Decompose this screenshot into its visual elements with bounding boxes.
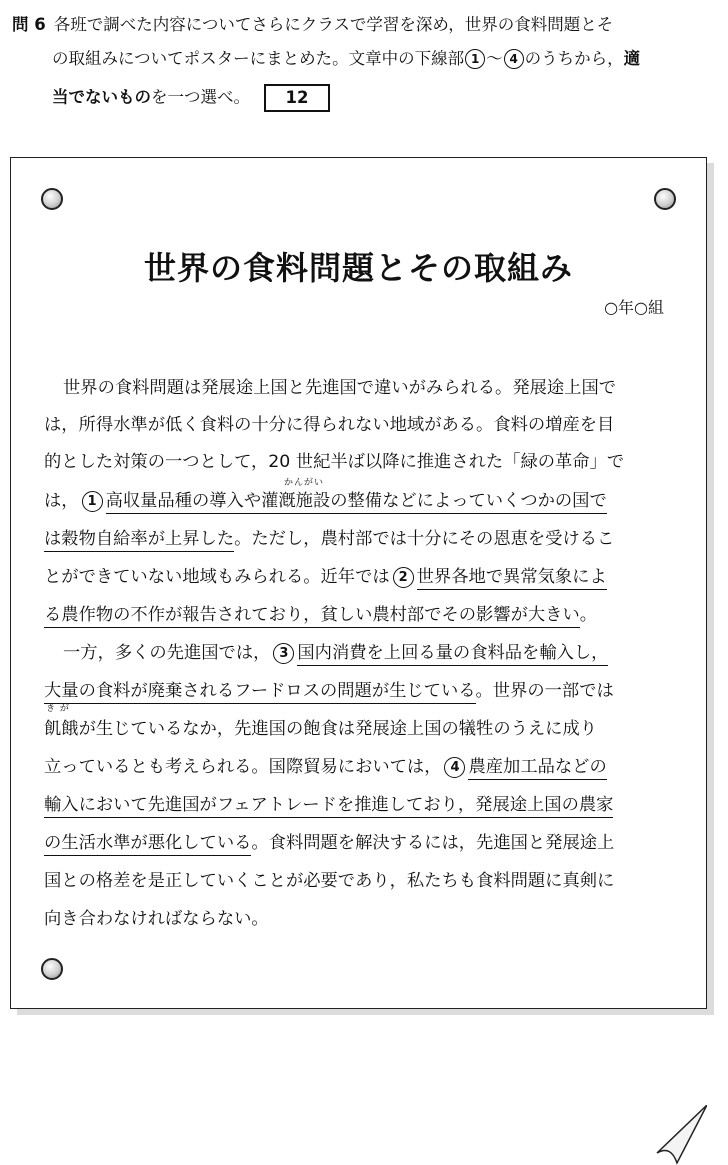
underline-marker-2: 2: [393, 567, 414, 588]
question-number: 問 6: [12, 15, 46, 34]
text-segment: 立っているとも考えられる。国際貿易においては，: [44, 757, 442, 777]
circled-number-1: 1: [465, 49, 485, 69]
text-segment: とができていない地域もみられる。近年では: [44, 567, 390, 587]
body-line-10: 飢餓が生じているなか，先進国の飽食は発展途上国の犠牲のうえに成り: [44, 719, 598, 739]
text-segment: 。世界の一部では: [475, 681, 614, 701]
body-line-5: [44, 524, 669, 549]
question-line-1: [12, 14, 613, 36]
pushpin-icon: [41, 188, 63, 210]
body-line-8: [63, 638, 688, 664]
ruby-kangai: かんがい: [284, 478, 325, 488]
body-line-9: [44, 676, 669, 701]
body-line-2: は，所得水準が低く食料の十分に得られない地域がある。食料の増産を目: [44, 415, 615, 435]
body-line-15: 向き合わなければならない。: [44, 909, 269, 929]
underlined-passage-2-cont: る農作物の不作が報告されており，貧しい農村部でその影響が大きい: [44, 605, 580, 628]
body-line-1: 世界の食料問題は発展途上国と先進国で違いがみられる。発展途上国で: [63, 378, 617, 398]
question-text-2b: のうちから，: [524, 49, 624, 68]
question-text-1: 各班で調べた内容についてさらにクラスで学習を深め，世界の食料問題とそ: [53, 15, 614, 34]
underlined-passage-3: 国内消費を上回る量の食料品を輸入し，: [297, 643, 608, 666]
body-line-4: [44, 486, 669, 512]
pushpin-icon: [41, 958, 63, 980]
underline-marker-3: 3: [273, 643, 294, 664]
question-emphasis-2: 当でないもの: [52, 87, 151, 107]
answer-box[interactable]: 12: [264, 84, 330, 112]
page-curl-icon: [647, 1105, 707, 1165]
body-line-6: [44, 562, 669, 588]
pushpin-icon: [654, 188, 676, 210]
underline-marker-4: 4: [444, 757, 465, 778]
body-line-12: [44, 790, 669, 815]
underlined-passage-4: 農産加工品などの: [468, 757, 606, 780]
body-line-14: 国との格差を是正していくことが必要であり，私たちも食料問題に真剣に: [44, 871, 615, 891]
underlined-passage-1: 高収量品種の導入や灌漑施設の整備などによっていくつかの国で: [106, 491, 607, 514]
question-line-2: [52, 48, 640, 70]
class-label: ○年○組: [604, 298, 664, 317]
circled-number-4: 4: [504, 49, 524, 69]
text-segment: 。: [579, 605, 598, 625]
text-segment: 。ただし，農村部では十分にその恩恵を受けるこ: [234, 529, 615, 549]
poster: [10, 157, 707, 1009]
question-text-2a: の取組みについてポスターにまとめた。文章中の下線部: [52, 49, 465, 68]
question-line-3: [52, 84, 330, 112]
poster-title: 世界の食料問題とその取組み: [143, 249, 573, 287]
underline-marker-1: 1: [82, 491, 103, 512]
question-text-3: を一つ選べ。: [151, 87, 250, 107]
underlined-passage-4-end: の生活水準が悪化している: [44, 833, 251, 856]
underlined-passage-3-cont: 大量の食料が廃棄されるフードロスの問題が生じている: [44, 681, 476, 704]
underlined-passage-2: 世界各地で異常気象によ: [417, 567, 607, 590]
underlined-passage-4-cont: 輸入において先進国がフェアトレードを推進しており，発展途上国の農家: [44, 795, 613, 818]
body-line-13: [44, 828, 669, 853]
underlined-passage-1-cont: は穀物自給率が上昇した: [44, 529, 234, 552]
ruby-kiga: き が: [46, 704, 70, 714]
body-line-11: [44, 752, 669, 778]
tilde: ～: [486, 49, 503, 68]
text-segment: 一方，多くの先進国では，: [63, 643, 271, 663]
question-emphasis-1: 適: [623, 49, 641, 68]
text-segment: 。食料問題を解決するには，先進国と発展途上: [251, 833, 615, 853]
body-line-3: 的とした対策の一つとして，20 世紀半ば以降に推進された「緑の革命」で: [44, 452, 625, 472]
text-segment: は，: [44, 491, 79, 511]
body-line-7: [44, 600, 669, 625]
